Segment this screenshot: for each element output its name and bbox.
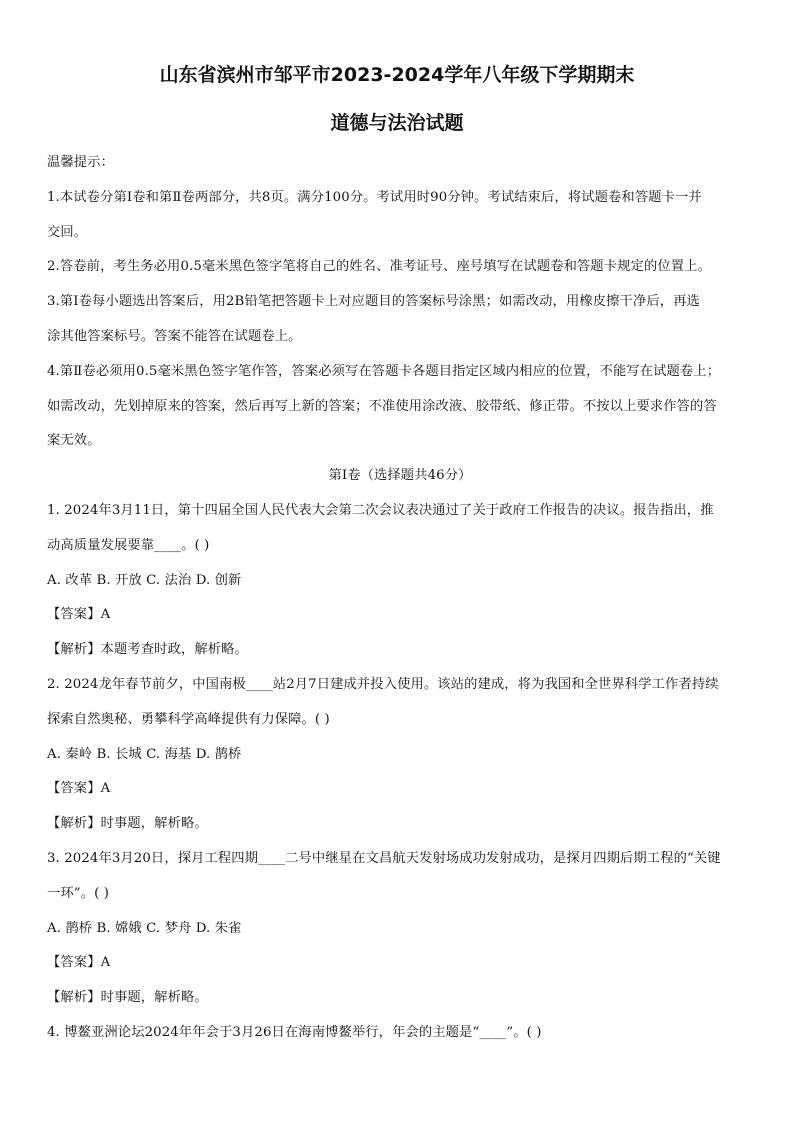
- notice-item-4-cont2: 案无效。: [47, 433, 101, 449]
- notice-item-1: 1.本试卷分第Ⅰ卷和第Ⅱ卷两部分，共8页。满分100分。考试用时90分钟。考试结束后，将试题卷和答题卡一并: [47, 189, 702, 205]
- notice-item-1-cont: 交回。: [47, 224, 88, 240]
- section-heading: 第Ⅰ卷（选择题共46分）: [328, 468, 472, 484]
- question-options: A. 秦岭 B. 长城 C. 海基 D. 鹊桥: [47, 746, 242, 762]
- question-text-cont: 动高质量发展要靠____。( ): [47, 537, 210, 553]
- notice-block: [47, 146, 753, 459]
- question-answer: 【答案】A: [47, 781, 111, 797]
- question-text: 4. 博鳌亚洲论坛2024年年会于3月26日在海南博鳌举行，年会的主题是“____”。( ): [47, 1024, 542, 1040]
- question-1: [47, 494, 753, 668]
- question-text-cont: 一环”。( ): [47, 885, 109, 901]
- question-3: [47, 842, 753, 1016]
- document-body: [47, 146, 753, 1051]
- notice-item-4: 4.第Ⅱ卷必须用0.5毫米黑色签字笔作答，答案必须写在答题卡各题目指定区域内相应的位置，不能写在试题卷上；: [47, 363, 721, 379]
- question-text: 2. 2024龙年春节前夕，中国南极____站2月7日建成并投入使用。该站的建成，将为我国和全世界科学工作者持续: [47, 676, 719, 692]
- question-analysis: 【解析】时事题，解析略。: [47, 990, 208, 1006]
- question-options: A. 鹊桥 B. 嫦娥 C. 梦舟 D. 朱雀: [47, 920, 242, 936]
- question-2: [47, 668, 753, 842]
- document-title: 山东省滨州市邹平市2023-2024学年八年级下学期期末: [159, 64, 635, 86]
- question-text: 3. 2024年3月20日，探月工程四期____二号中继星在文昌航天发射场成功发射成功，是探月四期后期工程的“关键: [47, 850, 721, 866]
- question-text-cont: 探索自然奥秘、勇攀科学高峰提供有力保障。( ): [47, 711, 330, 727]
- question-4: [47, 1016, 753, 1051]
- document-subtitle: 道德与法治试题: [330, 112, 464, 134]
- notice-item-2: 2.答卷前，考生务必用0.5毫米黑色签字笔将自己的姓名、准考证号、座号填写在试题卷和答题卡规定的位置上。: [47, 259, 711, 275]
- notice-item-3: 3.第Ⅰ卷每小题选出答案后，用2B铅笔把答题卡上对应题目的答案标号涂黑；如需改动，用橡皮擦干净后，再选: [47, 294, 700, 310]
- question-options: A. 改革 B. 开放 C. 法治 D. 创新: [47, 572, 242, 588]
- notice-item-4-cont: 如需改动，先划掉原来的答案，然后再写上新的答案；不准使用涂改液、胶带纸、修正带。不按以上要求作答的答: [47, 398, 717, 414]
- question-text: 1. 2024年3月11日，第十四届全国人民代表大会第二次会议表决通过了关于政府工作报告的决议。报告指出，推: [47, 502, 714, 518]
- question-answer: 【答案】A: [47, 955, 111, 971]
- notice-heading: 温馨提示：: [47, 155, 114, 170]
- question-analysis: 【解析】本题考查时政，解析略。: [47, 642, 248, 658]
- question-analysis: 【解析】时事题，解析略。: [47, 816, 208, 832]
- notice-item-3-cont: 涂其他答案标号。答案不能答在试题卷上。: [47, 328, 302, 344]
- question-answer: 【答案】A: [47, 607, 111, 623]
